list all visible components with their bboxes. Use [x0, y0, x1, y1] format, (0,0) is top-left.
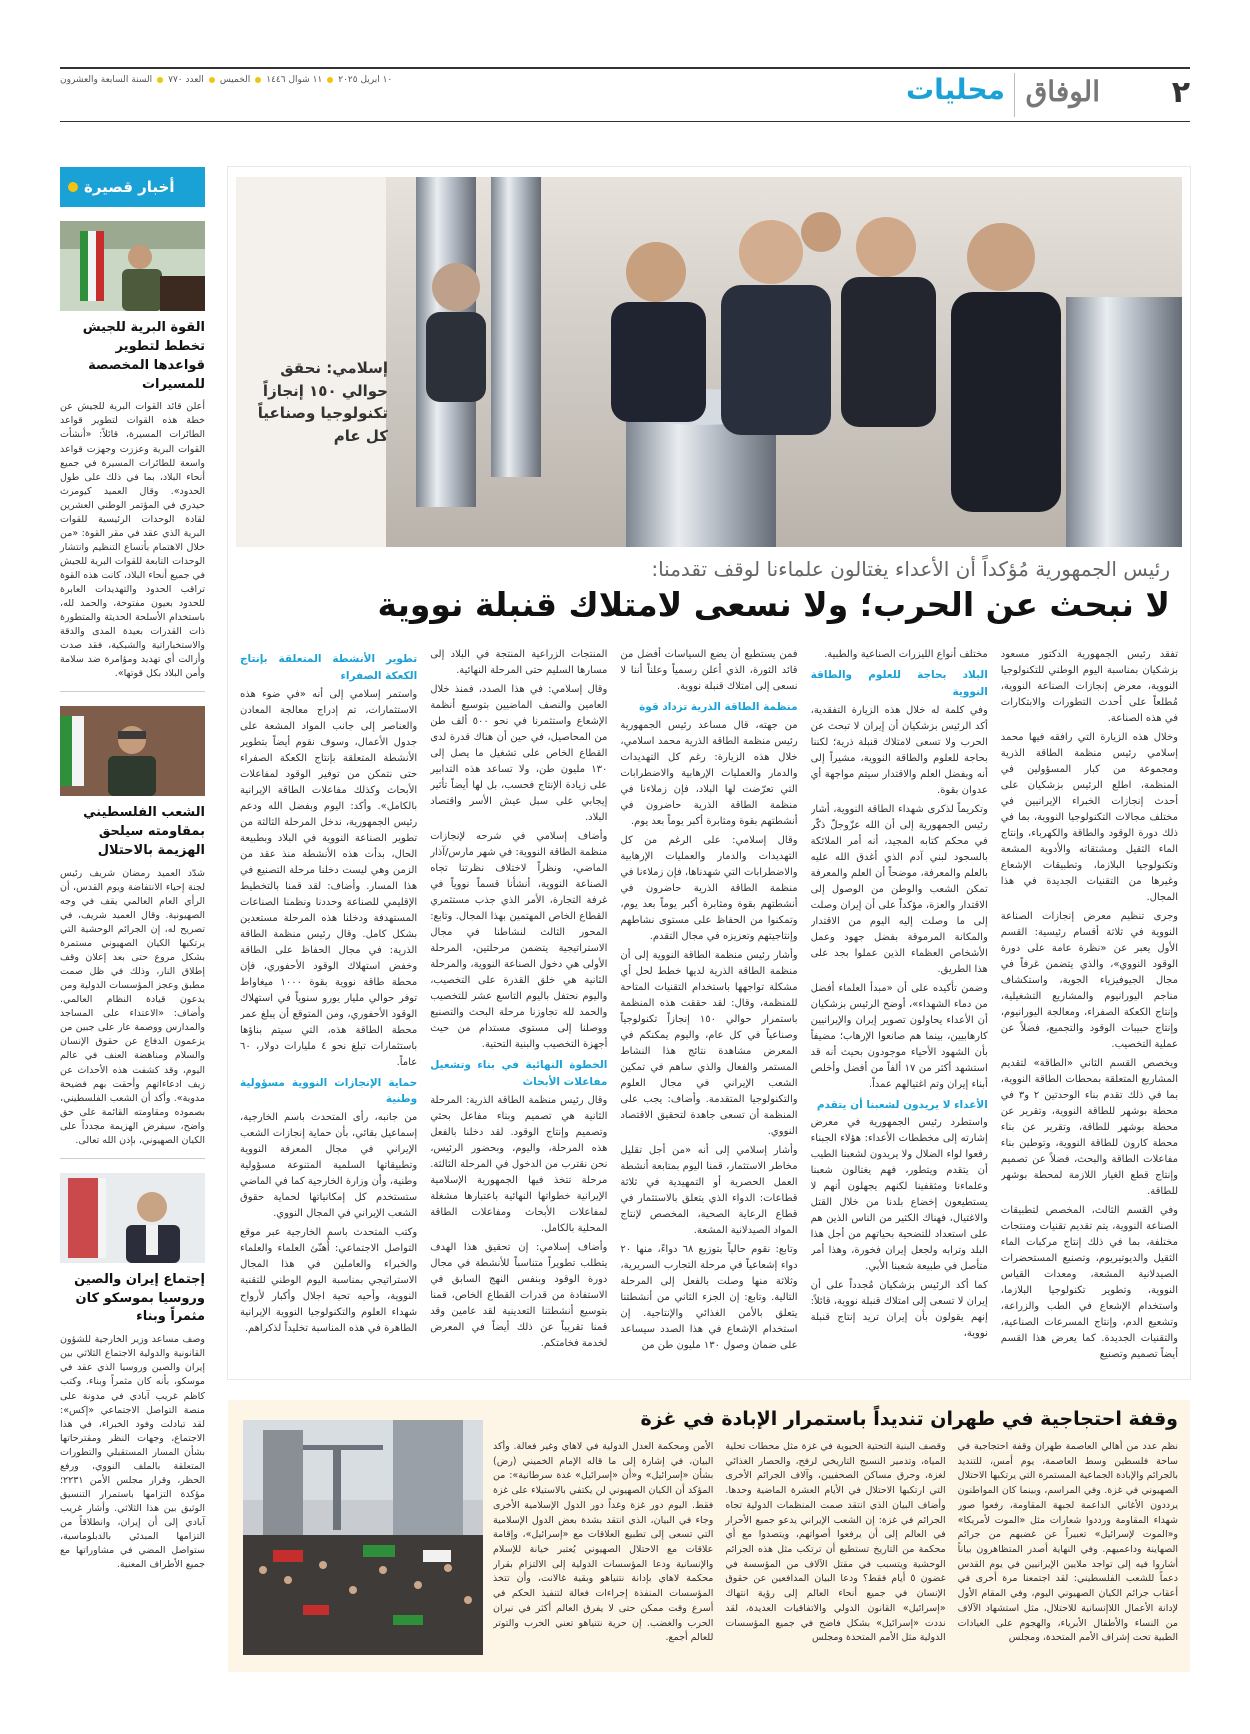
article-column: [240, 647, 417, 1367]
article-paragraph: تفقد رئيس الجمهورية الدكتور مسعود بزشكيان بمناسبة اليوم الوطني للتكنولوجيا النووية، معرض إنجازات الصناعة النووية، مُطلعاً على أحدث التطورات والابتكارات في هذه الصناعة.: [1000, 649, 1178, 724]
article-paragraph: المنتجات الزراعية المنتجة في البلاد إلى مسارها السليم حتى المرحلة النهائية.: [430, 649, 608, 676]
main-story: [228, 167, 1190, 1379]
article-paragraph: واستمر إسلامي إلى أنه «في ضوء هذه الاستثمارات، تم إدراج معالجة المعادن والعناصر إلى جانب المواد المشعة على جدول الأعمال، وسوف نقوم أيضاً بتطوير الأنشطة المتعلقة بإنتاج الكعكة الصفراء حتى نتمكن من توفير الوقود لمفاعلات الأبحاث وكذلك مفاعلات الطاقة الإيرانية بالكامل». وأكد: اليوم وبفضل الله ودعم رئيس الجمهورية، ندخل المرحلة الثالثة من تطوير الصناعة النووية في البلاد وبطبيعة الحال، بدأت هذه الأنشطة منذ عقد من الزمن وهي ليست دخلنا مرحلة التصنيع في هذا المسار. وأضاف: لقد قمنا بالتخطيط الإقليمي للصناعة وحددنا ونظمنا الصناعات المستهدفة ودخلنا هذه المرحلة مستعدين بشكل كامل. وقال رئيس منظمة الطاقة الذرية: في مجال الحفاظ على الطاقة وخفض استهلاك الوقود الأحفوري، فإن محطة طاقة نووية بقوة ١٠٠٠ ميغاواط توفر حوالي مليار يورو سنوياً في استهلاك الوقود الأحفوري، ومن المتوقع أن يبلغ عمر محطة الطاقة هذه، التي سيتم بناؤها باستثمارات تبلغ نحو ٤ مليارات دولار، ٦٠ عاماً.: [239, 688, 418, 1068]
article-paragraph: وخلال هذه الزيارة التي رافقه فيها محمد إسلامي رئيس منظمة الطاقة الذرية ومجموعة من كبار المسؤولين في المنظمة، اطلع الرئيس بزشكيان على أحدث إنجازات الخبراء الإيرانيين في مختلف مجالات التكنولوجيا النووية، بما في ذلك دورة الوقود والطاقة والكهرباء، وإنتاج الماء الثقيل ومشتقاته والأدوية المشعة وتكنولوجيا البلازما، وتطبيقات الإشعاع وغيرها من التقنيات الجديدة في هذا المجال.: [1000, 732, 1178, 903]
short-news-tab: [60, 167, 205, 207]
news-headline[interactable]: الشعب الفلسطيني بمقاومته سيلحق الهزيمة بالاحتلال: [83, 805, 205, 858]
news-body: وصف مساعد وزير الخارجية للشؤون القانونية والدولية الاجتماع الثلاثي بين إيران والصين وروسيا الذي عقد في موسكو، بأنه كان مثمراً وبناء. وكتب كاظم غريب آبادي في مدونة على منصة التواصل الاجتماعي «إكس»: لقد تبادلت وفود الخبراء، في هذا الاجتماع، وجهات النظر ومقترحاتها بشأن المسار المستقبلي والتطورات المتعلقة بالملف النووي، ورفع الحظر، وقرار مجلس الأمن ٢٢٣١؛ مؤكدة التزامها باستمرار التنسيق الوثيق بين هذا الثلاثي. وأشار غريب آبادي إلى أن إيران، وانطلاقاً من التزامها المبدئي بالدبلوماسية، ستواصل المضي في مشاوراتها مع جميع الأطراف المعنية.: [60, 1334, 205, 1571]
article-paragraph: وفي كلمة له خلال هذه الزيارة التفقدية، أكد الرئيس بزشكيان أن إيران لا تبحث عن الحرب ولا تسعى لامتلاك قنبلة ذرية؛ لكننا بحاجة للعلوم والطاقة النووية، مشيراً إلى أنه وبفضل العلم والاقتدار سيتم مواجهة أي عدوان بقوة.: [810, 704, 988, 796]
section-title: محليات: [905, 73, 1005, 106]
article-paragraph: وفي القسم الثالث، المخصص لتطبيقات الصناعة النووية، يتم تقديم تقنيات ومنتجات مختلفة، بما في ذلك إنتاج مركبات الماء الثقيل والديوتيريوم، وتصنيع المستحضرات الصيدلانية المشعة، ومعدات القياس النووية، وتطوير تكنولوجيا البلازما، واستخدام الإشعاع في الطب والزراعة، وتشعيع الدم، وإنتاج المسرعات الصناعية، والتقنيات الجديدة. كما يعرض هذا القسم أيضاً تصميم وتصنيع: [1000, 1205, 1178, 1360]
article-paragraph: وجرى تنظيم معرض إنجازات الصناعة النووية في ثلاثة أقسام رئيسية: القسم الأول يعبر عن «نظرة عامة على دورة الوقود النووي»، والذي يتضمن غرفاً في مجال الجيوفيزياء الجوية، واستكشاف مناجم اليورانيوم والمشاريع التشغيلية، وإنتاج الكعكة الصفراء، ومعالجة اليورانيوم، وإنتاج حبيبات الوقود والتجميع، فضلاً عن عملية التخصيب.: [1000, 911, 1178, 1050]
issue-gregorian-date: ١٠ ابريل ٢٠٢٥: [338, 75, 393, 85]
article-subhead: تطوير الأنشطة المتعلقة بإنتاج الكعكة الصفراء: [239, 653, 418, 682]
army-commander-photo: [60, 221, 205, 311]
article-paragraph: وتكريماً لذكرى شهداء الطاقة النووية، أشار رئيس الجمهورية إلى أن الله عزّوجلّ ذكّر في محكم كتابه المجيد، أنه أمر الملائكة بالسجود لبني آدم الذي أغدق الله عليه بالعلم والمعرفة، موضحاً أن العلم والمعرفة تمكن الشعب والوطن من الوصول إلى الاقتدار والعزة، مؤكداً على أن إيران وصلت إلى ما وصلت إليه اليوم من الاقتدار والمكانة المرموقة بفضل جهود وعمل الأشخاص العظماء الذين عملوا بجد على هذا الطريق.: [810, 803, 988, 975]
news-headline[interactable]: إجتماع إيران والصين وروسيا بموسكو كان مثمراً وبناء: [74, 1271, 205, 1325]
issue-number: العدد ٧٧٠: [168, 75, 204, 85]
newspaper-logo[interactable]: الوفاق: [1025, 75, 1100, 108]
bottom-column: الأمن ومحكمة العدل الدولية في لاهاي وغير فعالة. وأكد البيان، في إشارة إلى ما قاله الإمام الخميني (رض) بشأن «إسرائيل» و«أن «إسرائيل» غدة سرطانية»: من المؤكد أن الكيان الصهيوني لن يكتفي بالاستيلاء على غزة فقط. اليوم دور غزة وغداً دور الدول الإسلامية الأخرى وجاء في البيان، الذي انتقد بشدة بعض الدول الإسلامية التي تسعى إلى تطبيع العلاقات مع «إسرائيل»، وإقامة علاقات مع الاحتلال الصهيوني يُعتبر خيانة للإسلام والإنسانية ودعا المؤسسات الدولية إلى الالتزام بقرار محكمة لاهاي بإدانة نتنياهو وبقية غالانت، وأن تتخذ المؤسسات المنفذة إجراءات فعالة لتنفيذ الحكم في أسرع وقت ممكن حتى لا يفرق العالم أكثر في نيران الحرب والغضب. إن حرية نتنياهو تعني الحرب والتوتر للعالم أجمع.: [493, 1441, 714, 1644]
issue-hijri-date: ١١ شوال ١٤٤٦: [266, 75, 323, 85]
article-paragraph: وأشار إسلامي إلى أنه «من أجل تقليل مخاطر الاستثمار، قمنا اليوم بمتابعة أنشطة العمل الحصرية أو التمهيدية في ثلاثة قطاعات: الدواء الذي يتعلق بالاستثمار في قطاع الرعاية الصحية، المخصص لإنتاج المواد الصيدلانية المشعة.: [620, 1144, 798, 1236]
article-column: [430, 647, 607, 1367]
article-paragraph: وكتب المتحدث باسم الخارجية عبر موقع التواصل الاجتماعي: أُهنّئ العلماء والعلماء والخبراء والعاملين في هذا المجال الاستراتيجي بمناسبة اليوم الوطني للتقنية النووية، وأحيه تحية اجلال وأكبار لأرواح شهداء العلوم والتكنولوجيا النووية الإيرانية الطاهرة في هذه المناسبة تخليداً لذكراهم.: [239, 1227, 418, 1335]
news-item[interactable]: [60, 706, 205, 1158]
news-item[interactable]: [60, 1173, 205, 1572]
article-paragraph: وأشار رئيس منظمة الطاقة النووية إلى أن منظمة الطاقة الذرية لديها خطط لحل أي مشكلة تواجهها باستخدام التقنيات المتاحة للمنظمة، وقال: لقد حققت هذه المنظمة باستمرار حوالي ١٥٠ إنجازاً تكنولوجياً وصناعياً في كل عام، واليوم يمكنكم في المعرض مشاهدة نتائج هذا النشاط المستمر والفعال والذي ساهم في تمكين الشعب الإيراني في مجال العلوم والتكنولوجيا المتقدمة. وأضاف: يجب على المنظمة أن تسعى جاهدة لتحقيق الاقتصاد النووي.: [620, 949, 798, 1137]
page-header: [60, 67, 1190, 122]
supertitle: رئيس الجمهورية مُؤكداً أن الأعداء يغتالون علماءنا لوقف تقدمنا:: [651, 557, 1170, 581]
article-subhead: الخطوة النهائية في بناء وتشغيل مفاعلات الأبحاث: [430, 1059, 608, 1088]
article-paragraph: ويخصص القسم الثاني «الطاقة» لتقديم المشاريع المتعلقة بمحطات الطاقة النووية، بما في ذلك تقدم بناء الوحدتين ٢ و٣ في محطة بوشهر للطاقة النووية، وتقرير عن محطة بوشهر للطاقة، وتقرير عن بناء محطة كارون للطاقة النووية، وتوطين بناء مفاعلات الطاقة والبحث، فضلاً عن تصميم وإنتاج قطع الغيار اللازمة لمحطة بوشهر للطاقة.: [1000, 1058, 1178, 1197]
article-column: [620, 647, 797, 1367]
issue-year: السنة السابعة والعشرون: [60, 75, 153, 85]
bottom-column: وقصف البنية التحتية الحيوية في غزة مثل محطات تحلية المياه، وتدمير النسيج التاريخي لرفح، والحصار الغذائي لغزة، وحرق مساكن الصحفيين، وآلاف الجرائم الأخرى التي ارتكبها الاحتلال في الأيام العشرة الماضية وحدها. وأضاف البيان الذي انتقد صمت المنظمات الدولية تجاه الجرائم في غزة: إن الشعب الإيراني يدعو جميع الأحرار في العالم إلى أن يرفعوا أصواتهم، ويتصدوا مع أي محكمة من التاريخ تستطيع أن ترتكب مثل هذه الجرائم الوحشية ويتسبب في مقتل الآلاف من المؤسسة في غضون ٥ أيام فقط؟ ودعا البيان المدافعين عن حقوق الإنسان في جميع أنحاء العالم إلى رؤية انتهاك «إسرائيل» القانون الدولي والاتفاقيات العديدة، لقد نددت «إسرائيل» بشكل فاضح في جميع المؤسسات الدولية مثل الأمم المتحدة ومجلس: [725, 1441, 946, 1644]
bottom-column: نظم عدد من أهالي العاصمة طهران وقفة احتجاجية في ساحة فلسطين وسط العاصمة، يوم أمس، للتنديد بالجرائم والإبادة الجماعية المستمرة التي يرتكبها الاحتلال الصهيوني في غزة. وفي المراسم، وبينما كان المواطنون يرددون الأغاني الداعمة لجبهة المقاومة، رفعوا صور شهداء المقاومة ورددوا شعارات مثل «الموت لأمريكا» و«الموت لإسرائيل» تعبيراً عن غضبهم من جرائم الصهاينة وداعميهم. وفي النهاية أصدر المتظاهرون بياناً أشاروا فيه إلى تواجد ملايين الإيرانيين في يوم القدس دعماً للشعب الفلسطيني: لقد اجتمعنا مرة أخرى في أعقاب جرائم الكيان الصهيوني اليوم، وفي المقام الأول لإدانة الأعمال اللاإنسانية للاحتلال، مثل استشهاد الآلاف من النساء والأطفال الأبرياء، والهجوم على العيادات الطبية تحت إشراف الأمم المتحدة، ومجلس: [957, 1441, 1178, 1644]
gaza-protest-story: [228, 1400, 1190, 1672]
bottom-columns: [493, 1440, 1178, 1662]
issue-weekday: الخميس: [219, 75, 251, 85]
article-paragraph: وأضاف إسلامي: إن تحقيق هذا الهدف يتطلب تطويراً متناسباً للأنشطة في مجال دورة الوقود وبنفس النهج السابق في الاستفادة من قدرات القطاع الخاص، قمنا بتوسيع أنشطتنا التعدينية لقد عامين وقد قمنا تقريباً عن ذلك أيضاً في المعرض لخدمة فخامتكم.: [430, 1241, 608, 1349]
article-paragraph: مختلف أنواع الليزرات الصناعية والطبية.: [824, 649, 988, 660]
dot-icon: [255, 77, 261, 83]
short-news-title: أخبار قصيرة: [84, 178, 175, 196]
main-headline[interactable]: لا نبحث عن الحرب؛ ولا نسعى لامتلاك قنبلة نووية: [377, 585, 1170, 624]
article-paragraph: وضمن تأكيده على أن «مبدأ العلماء أفضل من دماء الشهداء»، أوضح الرئيس بزشكيان أن الأعداء يحاولون تصوير إيران والإيرانيين كارهابيين، بينما هم صانعوا الإرهاب؛ مضيفاً بأن الشهود الأحياء موجودون بحيث أنه قد استشهد أكثر من ١٧ ألفاً من أفضل وأخلص أبناء إيران وتم اغتيالهم عمداً.: [810, 982, 988, 1090]
article-column: [1001, 647, 1178, 1367]
news-body: أعلن قائد القوات البرية للجيش عن خطة هذه القوات لتطوير قواعد الطائرات المسيرة، قائلاً: «أنشأت القوات البرية وعززت وجهزت قواعد واسعة للطائرات المسيرة في جميع أنحاء البلاد، بما في ذلك على طول الحدود». وقال العميد كيومرث حيدري في المؤتمر الوطني العشرين لقادة الوحدات الرئيسية للقوات البرية الذي عقد في مقر القوة: «من خلال الاهتمام بأتساع التنظيم وانتشار الوحدات التابعة للقوات البرية للجيش في جميع أنحاء البلاد، كانت هذه القوة تراقب الحدود والتهديدات العابرة للحدود بعيون مفتوحة، والحمد لله، باستخدام الأسلحة الحديثة والمتطورة ذات القدرات بعيدة المدى والدقة والاستخباراتية والشبكية، فقد صدت وأزالت أي تهديد ومؤامرة ضد سلامة وأمن البلاد بكل قوتها».: [60, 401, 205, 680]
article-subhead: منظمة الطاقة الذرية تزداد قوة: [639, 701, 798, 713]
deputy-minister-photo: [60, 1173, 205, 1263]
article-column: [811, 647, 988, 1367]
article-subhead: البلاد بحاجة للعلوم والطاقة النووية: [810, 669, 988, 698]
header-divider: [1014, 73, 1015, 117]
article-subhead: الأعداء لا يريدون لشعبنا أن يتقدم: [816, 1098, 988, 1111]
article-paragraph: وقال إسلامي: على الرغم من كل التهديدات والدمار والعمليات الإرهابية والاضطرابات التي شهدناها، فإن زملاءنا في منظمة الطاقة الذرية حاضرون في أنشطتهم بقوة ومثابرة أكبر يوماً بعد يوم، وتمكنوا من الحفاظ على مستوى نشاطهم وإنتاجيتهم وتعزيزه في مجال التقدم.: [620, 834, 798, 942]
article-paragraph: من جهته، قال مساعد رئيس الجمهورية رئيس منظمة الطاقة الذرية محمد اسلامي، خلال هذه الزيارة: رغم كل التهديدات والدمار والعمليات الإرهابية والاضطرابات التي تعرّضت لها البلاد، فإن زملاءنا في منظمة الطاقة الذرية حاضرون في أنشطتهم بقوة ومثابرة أكبر يوماً بعد يوم.: [620, 719, 798, 827]
protest-crowd-photo: [243, 1420, 483, 1655]
dot-icon: [209, 77, 215, 83]
article-columns: [240, 647, 1178, 1367]
news-headline[interactable]: القوة البرية للجيش تخطط لتطوير قواعدها المخصصة للمسيرات: [82, 320, 205, 392]
dot-icon: [327, 77, 333, 83]
dot-icon: [157, 77, 163, 83]
divider: [60, 691, 205, 692]
page-number: ٢: [1171, 75, 1190, 110]
article-subhead: حماية الإنجازات النووية مسؤولية وطنية: [239, 1076, 418, 1106]
short-news-sidebar: [60, 167, 205, 1687]
bullet-icon: [68, 182, 78, 192]
bottom-headline[interactable]: وقفة احتجاجية في طهران تنديداً باستمرار الإبادة في غزة: [640, 1408, 1178, 1430]
brigadier-photo: [60, 706, 205, 796]
article-paragraph: وأضاف إسلامي في شرحه لإنجازات منظمة الطاقة النووية: في شهر مارس/آذار الماضي، ونظراً لاختلاف نظرتنا تجاه الصناعة النووية، أنشأنا قسماً نووياً في غرفة التجارة، الأمر الذي جذب مستثمري القطاع الخاص المهتمين بهذا المجال. وتابع: المحور الثالث لنشاطنا في مجال الاستراتيجية يتضمن مرحلتين، المرحلة الأولى هي دخول الصناعة النووية، والمرحلة الثانية هي خلق القدرة على التخصيب، واليوم نحتفل باليوم التاسع عشر للتخصيب والحمد لله تجاوزنا مرحلة البحث والتصنيع ووصلنا إلى مستوى مستدام من حيث أجهزة التخصيب والبنية التحتية.: [430, 831, 608, 1050]
pull-quote: إسلامي: نحقق حوالي ١٥٠ إنجازاً تكنولوجيا وصناعياً كل عام: [257, 359, 388, 445]
article-paragraph: فمن يستطيع أن يضع السياسات أفضل من قائد الثورة، الذي أعلن رسمياً وعلناً أننا لا نسعى إلى امتلاك قنبلة نووية.: [620, 649, 798, 692]
article-paragraph: كما أكد الرئيس بزشكيان مُجدداً على أن إيران لا تسعى إلى امتلاك قنبلة نووية، قائلاً: إنهم يقولون بأن إيران تريد إنتاج قنبلة نووية،: [810, 1280, 988, 1340]
news-body: شدّد العميد رمضان شريف رئيس لجنة إحياء الانتفاضة ويوم القدس، أن الرأي العام العالمي يقف في وجه الصهيونية. وقال العميد شريف، في تصريح له، إن الجرائم الوحشية التي يرتكبها الكيان الصهيوني مستمرة بشكل مروع حتى بعد إعلان وقف إطلاق النار، وذلك في ظل صمت مطبق وعجز المؤسسات الدولية ومن يدعون قيادة النظام العالمي. وأضاف: «الاعتداء على المساجد والمدارس ووصمة عار على جبين من يزعمون الدفاع عن حقوق الإنسان والسلام ومناهضة العنف في عالم اليوم، وقد كشفت هذه الأحداث عن زيف ادعاءاتهم وأحقت بهم فضيحة مدوية». وأكد أن الشعب الفلسطيني، بصموده ومقاومته القائمة على حق واضح، سيفرض الهزيمة مجدداً على الكيان الصهيوني، بإذن الله تعالى.: [60, 867, 205, 1146]
article-paragraph: واستطرد رئيس الجمهورية في معرض إشارته إلى مخططات الأعداء: هؤلاء الجبناء رفعوا لواء الضلال ولا يريدون لشعبنا الطيب أن يتقدم ويتطور، فهم يغتالون شعبنا وعلماءنا ومثقفينا لكنهم يجهلون أنهم لا يستطيعون إخضاع بلدنا من خلال القتل والاغتيال، فهناك الكثير من الناس الذين هم على استعداد للتضحية بحياتهم من أجل هذا البلد وترابه ولجعل إيران فخورة، وهذا أمر متأصل في طبيعة شعبنا الأبي.: [810, 1117, 988, 1273]
divider: [60, 1158, 205, 1159]
article-paragraph: من جانبه، رأى المتحدث باسم الخارجية، إسماعيل بقائي، بأن حماية إنجازات الشعب الإيراني في مجال المعرفة النووية وتطبيقاتها السلمية المتنوعة مسؤولية وطنية، وأن وزارة الخارجية كما في الماضي ستستخدم كل إمكانياتها لحماية حقوق الشعب الإيراني في المجال النووي.: [239, 1112, 418, 1220]
article-paragraph: وقال إسلامي: في هذا الصدد، فمنذ خلال العامين والنصف الماضيين بتوسيع أنظمة الإشعاع واستثمرنا في نحو ٥٠٠ ألف طن من المحاصيل، في حين أن هناك قدرة لدى القطاع الخاص على تشغيل ما يصل إلى ١٣٠ مليون طن، ولا تساعد هذه التدابير على زيادة الإنتاج فحسب، بل لها أيضاً تأثير إيجابي على سبل عيش الأسر واقتصاد البلاد.: [430, 684, 608, 823]
article-paragraph: وتابع: نقوم حالياً بتوزيع ٦٨ دواءً، منها ٢٠ دواء إشعاعياً في مرحلة التجارب السريرية، وثلاثة منها وصلت بالفعل إلى المرحلة التالية. وتابع: إن الجزء الثاني من أنشطتنا يتعلق بالأمن الغذائي والإنتاجية. إن استخدام الإشعاع في هذا الصدد سيساعد على ضمان وصول ١٣٠ مليون طن من: [620, 1243, 798, 1351]
news-item[interactable]: [60, 221, 205, 692]
article-paragraph: وقال رئيس منظمة الطاقة الذرية: المرحلة الثانية هي تصميم وبناء مفاعل بحثي وتصميم وإنتاج الوقود. لقد دخلنا بالفعل هذه المرحلة، واليوم، وبحضور الرئيس، نحن نقترب من الدخول في المرحلة الثالثة. مرحلة تتخذ فيها الجمهورية الإسلامية الإيرانية خطواتها النهائية باعتبارها مشغلة لمفاعلات الأبحاث ومفاعلات الطاقة المحلية بالكامل.: [430, 1094, 608, 1234]
issue-info: [60, 75, 392, 85]
